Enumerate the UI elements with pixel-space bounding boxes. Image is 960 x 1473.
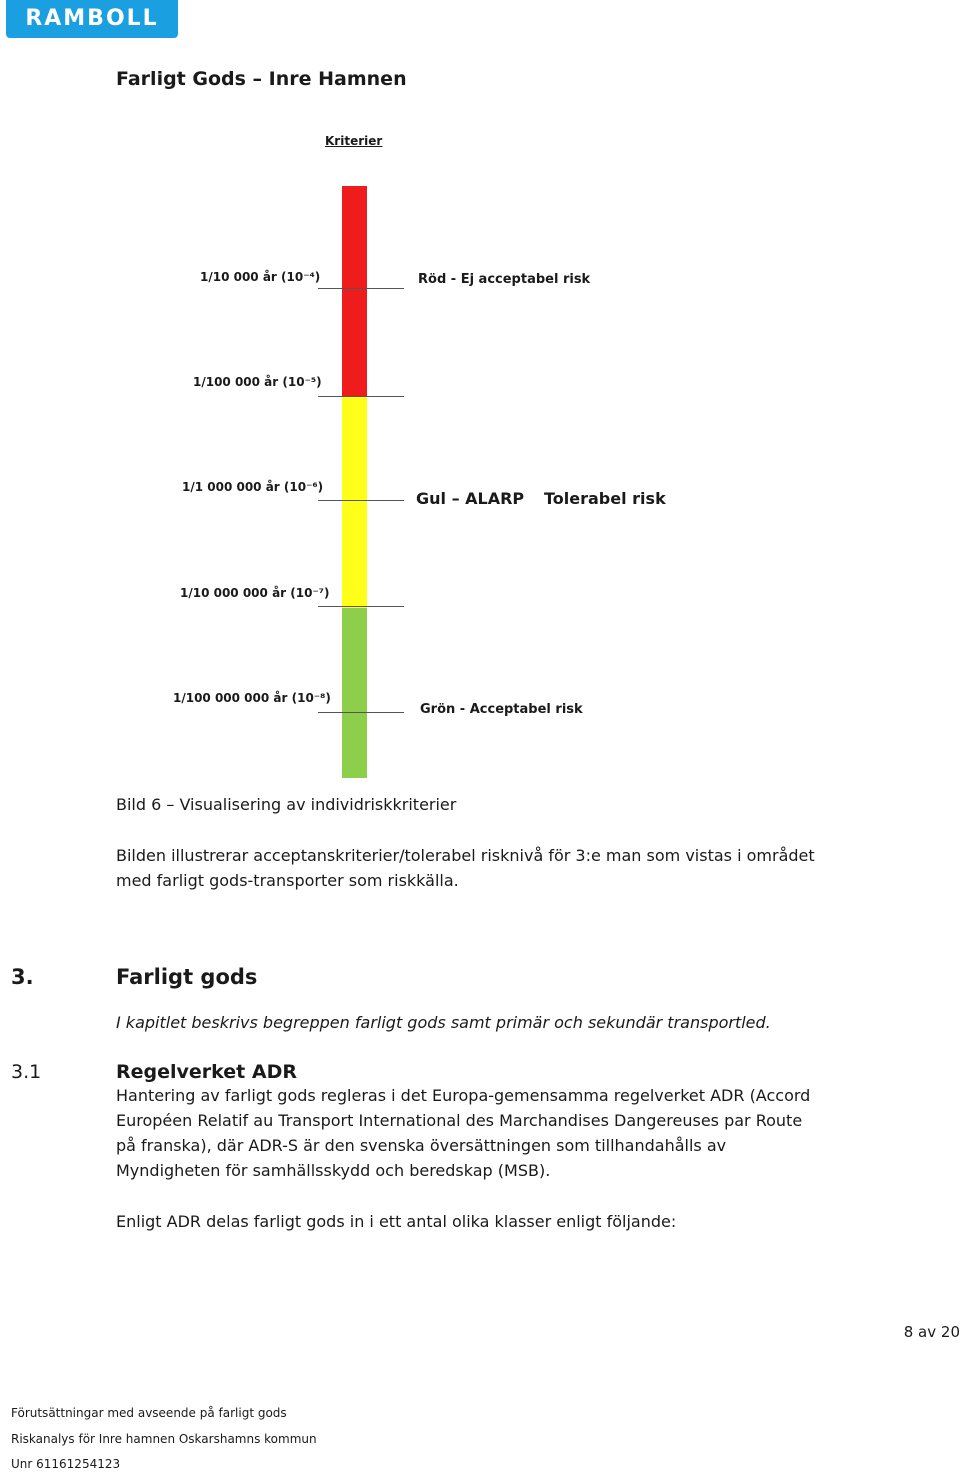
page-number: 8 av 20 [903,1323,960,1341]
tick-label-1e-7: 1/10 000 000 år (10⁻⁷) [180,586,330,600]
section-3-intro: I kapitlet beskrivs begreppen farligt gods samt primär och sekundär transportled. [116,1013,771,1032]
paragraph-intro: Bilden illustrerar acceptanskriterier/tolerabel risknivå för 3:e man som vistas i området med farligt gods-transporter som riskkälla. [116,846,815,890]
zone-label-red: Röd - Ej acceptabel risk [418,272,591,287]
zone-label-yellow-tolerable: Tolerabel risk [544,489,666,508]
footer-line-1: Förutsättningar med avseende på farligt gods [11,1406,287,1420]
section-3-number: 3. [11,965,34,989]
ramboll-logo: RAMBOLL [6,0,178,38]
zone-label-yellow-alarp: Gul – ALARP [416,489,525,508]
tick-line-1e-6 [318,500,404,501]
document-title: Farligt Gods – Inre Hamnen [116,68,407,90]
section-3-1-number: 3.1 [11,1061,42,1083]
footer-line-2: Riskanalys för Inre hamnen Oskarshamns kommun [11,1432,317,1446]
tick-label-1e-6: 1/1 000 000 år (10⁻⁶) [182,480,324,494]
tick-line-1e-8 [318,712,404,713]
risk-bar-yellow [342,397,367,608]
zone-label-green: Grön - Acceptabel risk [420,702,583,717]
tick-label-1e-8: 1/100 000 000 år (10⁻⁸) [173,691,331,705]
section-3-title: Farligt gods [116,965,258,989]
criteria-label: Kriterier [325,134,383,148]
tick-line-1e-4 [318,288,404,289]
risk-bar-red [342,186,367,397]
tick-line-1e-7 [318,606,404,607]
section-3-1-body-2: Enligt ADR delas farligt gods in i ett antal olika klasser enligt följande: [116,1212,677,1231]
risk-bar-green [342,608,367,778]
footer-line-3: Unr 61161254123 [11,1457,121,1471]
tick-label-1e-4: 1/10 000 år (10⁻⁴) [200,270,321,284]
tick-line-1e-5 [318,396,404,397]
tick-label-1e-5: 1/100 000 år (10⁻⁵) [193,375,322,389]
section-3-1-body: Hantering av farligt gods regleras i det Europa-gemensamma regelverket ADR (Accord Européen Relatif au Transport International des Marchandises Dangereuses par Route på franska), där ADR-S är den svenska översättningen som tillhandahålls av Myndigheten för samhällsskydd och beredskap (MSB). [116,1086,811,1180]
figure-caption: Bild 6 – Visualisering av individriskkriterier [116,795,457,814]
section-3-1-title: Regelverket ADR [116,1061,297,1083]
